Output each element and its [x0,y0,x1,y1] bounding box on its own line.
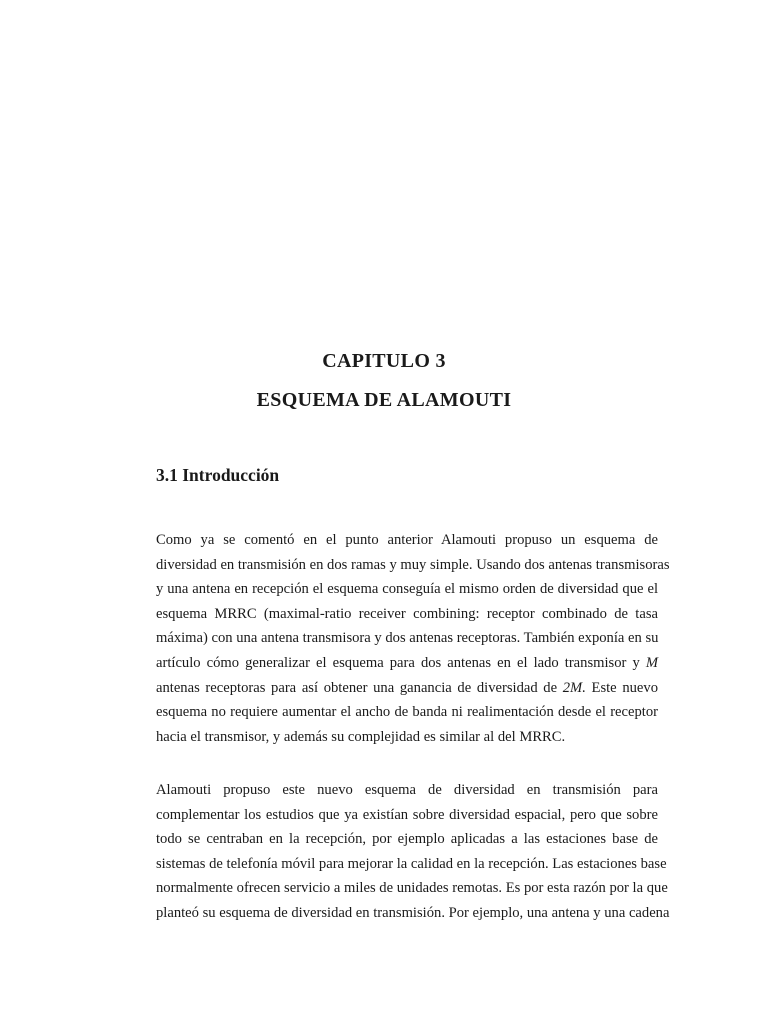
line-text: antenas receptoras para así obtener una ganancia de diversidad de [156,679,563,696]
paragraph-line: normalmente ofrecen servicio a miles de unidades remotas. Es por esta razón por la que [156,880,668,897]
paragraph-line [110,651,658,676]
line-text: artículo cómo generalizar el esquema para dos antenas en el lado transmisor y [156,654,646,671]
paragraph-line: hacia el transmisor, y además su complejidad es similar al del MRRC. [156,728,566,745]
paragraph-line: sistemas de telefonía móvil para mejorar la calidad en la recepción. Las estaciones base [156,855,667,872]
paragraph-line: esquema no requiere aumentar el ancho de banda ni realimentación desde el receptor [156,704,658,721]
italic-variable: M [645,654,658,671]
paragraph-line: esquema MRRC (maximal-ratio receiver combining: receptor combinado de tasa [156,605,658,622]
paragraph-line: complementar los estudios que ya existían sobre diversidad espacial, pero que sobre [156,806,658,823]
paragraph-line: planteó su esquema de diversidad en transmisión. Por ejemplo, una antena y una cadena [156,904,670,921]
paragraph-line: diversidad en transmisión en dos ramas y muy simple. Usando dos antenas transmisoras [156,556,670,573]
chapter-number: CAPITULO 3 [322,350,446,372]
paragraph-2 [110,778,670,926]
chapter-title: ESQUEMA DE ALAMOUTI [256,389,512,411]
paragraph-line [110,676,658,701]
italic-variable: 2M. [562,679,586,696]
section-heading: 3.1 Introducción [156,465,280,485]
paragraph-line: todo se centraban en la recepción, por ejemplo aplicadas a las estaciones base de [156,831,658,848]
paragraph-line: Alamouti propuso este nuevo esquema de diversidad en transmisión para [156,782,658,798]
paragraph-line: Como ya se comentó en el punto anterior Alamouti propuso un esquema de [156,532,658,548]
paragraph-1 [110,528,670,749]
paragraph-line: máxima) con una antena transmisora y dos antenas receptoras. También exponía en su [156,630,659,647]
paragraph-line: y una antena en recepción el esquema conseguía el mismo orden de diversidad que el [156,581,658,598]
line-text: Este nuevo [585,679,658,696]
